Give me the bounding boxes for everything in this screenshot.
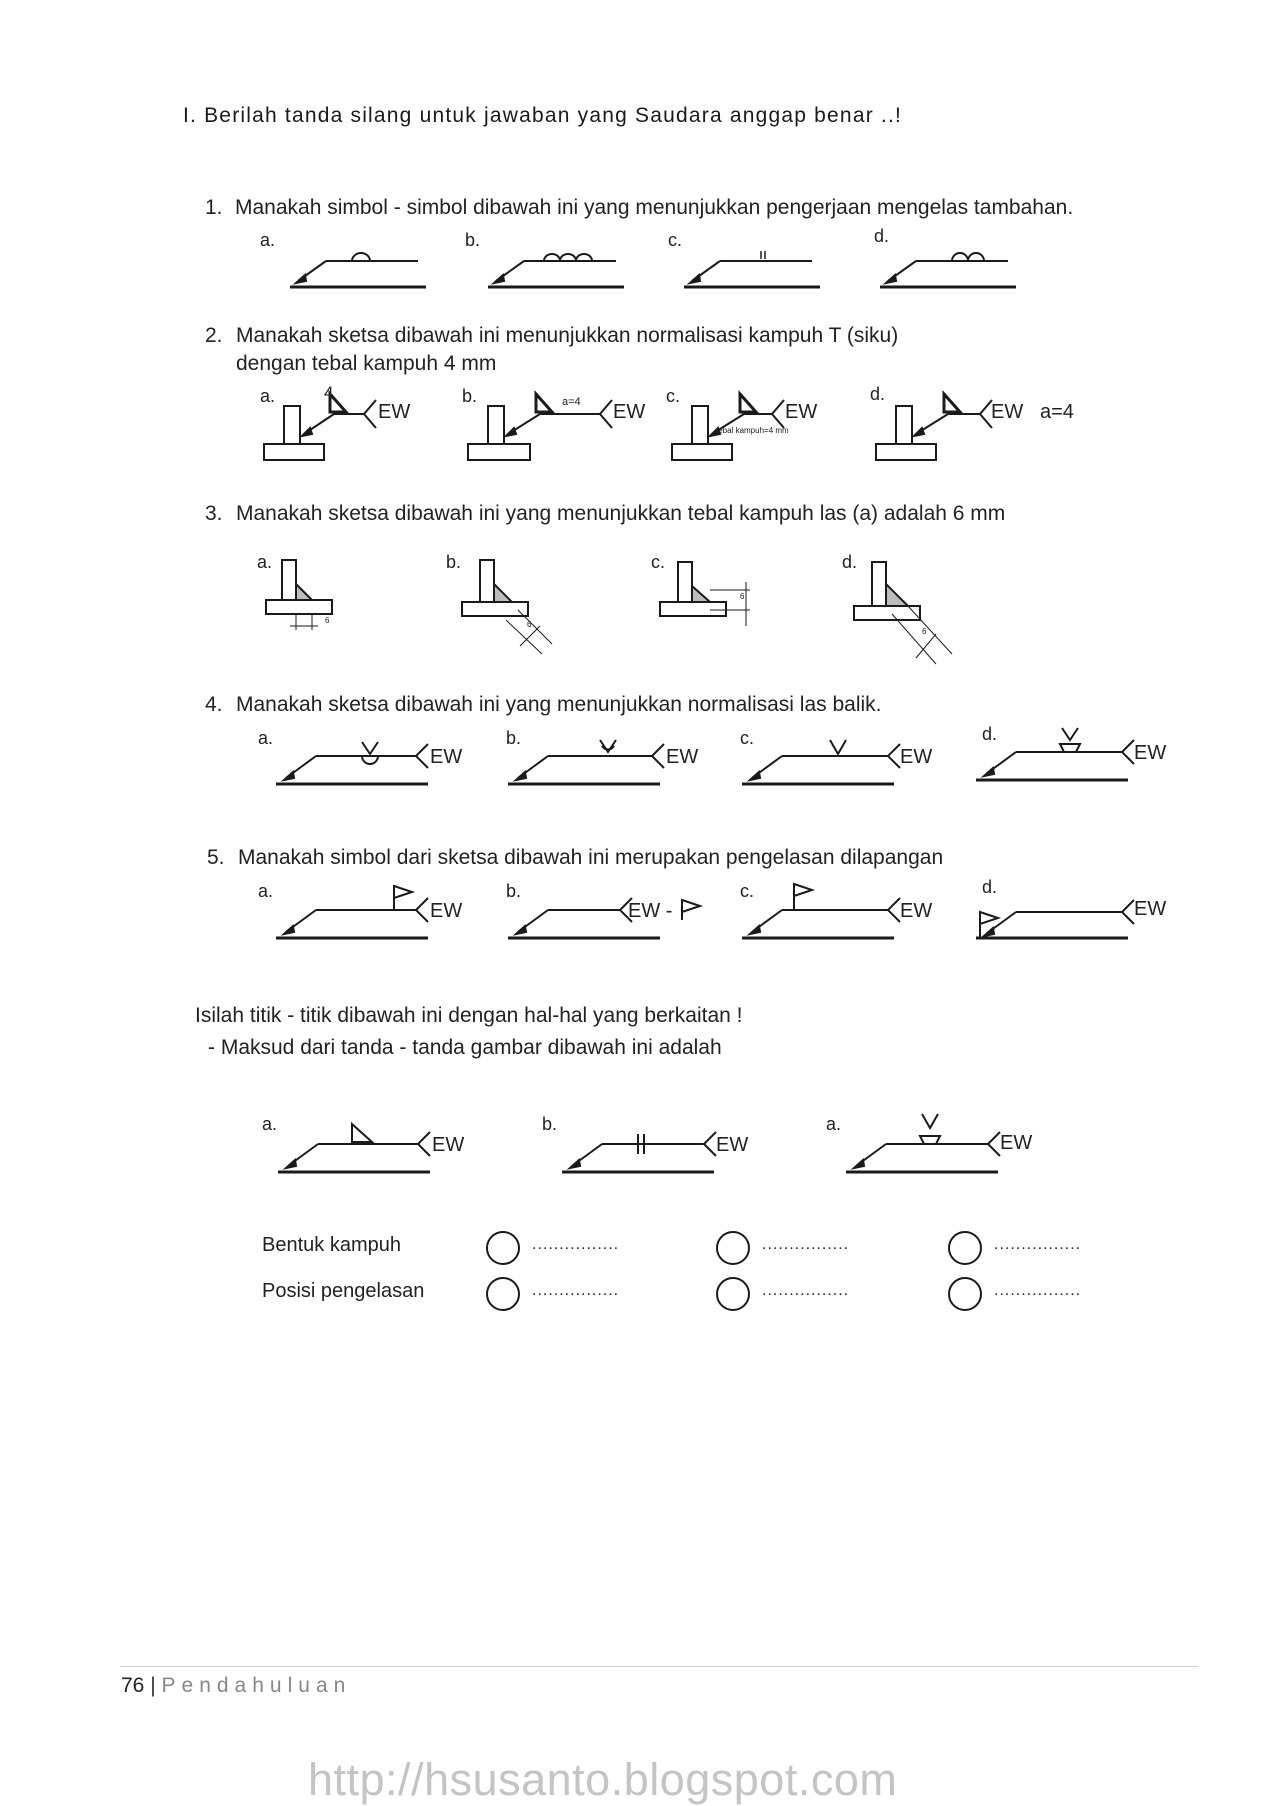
q4-b-weld-symbol [508,728,678,788]
fill-a-ew-label: EW [432,1134,465,1156]
q1-b-weld-symbol [488,245,628,290]
q5-d-weld-symbol [976,876,1146,942]
footer-rule [120,1666,1198,1667]
footer-separator: | [150,1674,156,1697]
q2-number: 2. [205,324,223,347]
q1-option-d[interactable]: d. [874,226,890,246]
answer-blank-b-2[interactable]: ................ [762,1282,850,1299]
q4-b-ew-label: EW [666,746,699,768]
q5-c-ew-label: EW [900,900,933,922]
answer-circle-c-2[interactable] [948,1277,982,1311]
q1-a-weld-symbol [290,245,430,290]
q2-b-ew-label: EW [613,401,646,423]
q3-d-dimension: 6 [922,627,927,636]
fill-heading: Isilah titik - titik dibawah ini dengan hal-hal yang berkaitan ! [195,1004,743,1027]
q5-d-ew-label: EW [1134,898,1167,920]
q5-c-weld-symbol [742,880,912,942]
answer-blank-b-1[interactable]: ................ [762,1236,850,1253]
q4-c-weld-symbol [742,728,912,788]
fill-c-weld-symbol [846,1110,1016,1176]
q2-c-ew-label: EW [785,401,818,423]
q5-option-b[interactable]: b. [506,881,522,901]
q4-a-weld-symbol [276,728,446,788]
instruction: I. Berilah tanda silang untuk jawaban yang Saudara anggap benar ..! [183,104,903,127]
q1-number: 1. [205,196,223,219]
q1-option-c[interactable]: c. [668,230,683,250]
q2-option-b[interactable]: b. [462,386,478,406]
q5-option-d[interactable]: d. [982,877,998,897]
fill-c-ew-label: EW [1000,1132,1033,1154]
q1-text: Manakah simbol - simbol dibawah ini yang menunjukkan pengerjaan mengelas tambahan. [235,196,1074,219]
q3-number: 3. [205,502,223,525]
answer-circle-b-2[interactable] [716,1277,750,1311]
q2-option-c[interactable]: c. [666,386,681,406]
q3-c-fillet-sketch [658,560,768,640]
answer-circle-a-1[interactable] [486,1231,520,1265]
q3-c-dimension: 6 [740,592,745,601]
fill-b-weld-symbol [562,1114,732,1176]
answer-circle-a-2[interactable] [486,1277,520,1311]
q5-number: 5. [207,846,225,869]
q4-d-ew-label: EW [1134,742,1167,764]
q3-d-fillet-sketch [852,560,962,670]
answer-blank-c-2[interactable]: ................ [994,1282,1082,1299]
q4-a-ew-label: EW [430,746,463,768]
q3-option-c[interactable]: c. [651,552,666,572]
fill-subheading: - Maksud dari tanda - tanda gambar dibawah ini adalah [208,1036,722,1059]
q1-d-weld-symbol [880,245,1020,290]
q5-option-a[interactable]: a. [258,881,274,901]
q3-a-dimension: 6 [325,616,330,625]
q2-d-joint-sketch [876,386,1026,466]
answer-blank-a-1[interactable]: ................ [532,1236,620,1253]
q4-d-weld-symbol [976,724,1146,784]
q4-c-ew-label: EW [900,746,933,768]
q1-c-weld-symbol [684,245,824,290]
answer-circle-b-1[interactable] [716,1231,750,1265]
q5-text: Manakah simbol dari sketsa dibawah ini merupakan pengelasan dilapangan [238,846,944,869]
row-label-posisi-pengelasan: Posisi pengelasan [262,1280,425,1302]
q4-option-b[interactable]: b. [506,728,522,748]
q4-option-d[interactable]: d. [982,724,998,744]
q2-text-line2: dengan tebal kampuh 4 mm [236,352,497,375]
watermark-url: http://hsusanto.blogspot.com [308,1754,898,1805]
q5-b-weld-symbol [508,880,708,942]
q3-b-fillet-sketch [460,560,560,660]
fill-option-a: a. [262,1114,278,1134]
fill-option-a2: a. [826,1114,842,1134]
q4-text: Manakah sketsa dibawah ini yang menunjukkan normalisasi las balik. [236,693,882,716]
page-footer [121,1674,351,1698]
q1-option-b[interactable]: b. [465,230,481,250]
q2-c-note-label: tebal kampuh=4 mm [716,426,789,435]
q3-b-dimension: 6 [527,620,532,629]
q2-a-size-label: 4 [324,383,334,402]
q4-option-c[interactable]: c. [740,728,755,748]
q2-option-a[interactable]: a. [260,386,276,406]
q5-b-ew-label: EW - [628,900,673,922]
q5-a-weld-symbol [276,880,446,942]
page-number: 76 [121,1674,145,1697]
fill-option-b: b. [542,1114,558,1134]
answer-circle-c-1[interactable] [948,1231,982,1265]
q3-a-fillet-sketch [266,560,346,640]
fill-a-weld-symbol [278,1114,448,1176]
q2-b-size-label: a=4 [562,396,581,408]
q4-option-a[interactable]: a. [258,728,274,748]
q3-option-a[interactable]: a. [257,552,273,572]
q2-option-d[interactable]: d. [870,384,886,404]
q2-text-line1: Manakah sketsa dibawah ini menunjukkan normalisasi kampuh T (siku) [236,324,899,347]
q2-d-ew-label: EW [991,401,1024,423]
answer-blank-a-2[interactable]: ................ [532,1282,620,1299]
q3-text: Manakah sketsa dibawah ini yang menunjukkan tebal kampuh las (a) adalah 6 mm [236,502,1006,525]
q4-number: 4. [205,693,223,716]
q3-option-b[interactable]: b. [446,552,462,572]
answer-blank-c-1[interactable]: ................ [994,1236,1082,1253]
q1-option-a[interactable]: a. [260,230,276,250]
q5-a-ew-label: EW [430,900,463,922]
fill-b-ew-label: EW [716,1134,749,1156]
section-name: Pendahuluan [161,1674,352,1697]
q2-b-joint-sketch [468,386,618,466]
q3-option-d[interactable]: d. [842,552,858,572]
row-label-bentuk-kampuh: Bentuk kampuh [262,1234,401,1256]
q2-a-ew-label: EW [378,401,411,423]
q5-option-c[interactable]: c. [740,881,755,901]
q2-a-joint-sketch [264,386,414,466]
q2-d-size-label: a=4 [1040,401,1074,423]
